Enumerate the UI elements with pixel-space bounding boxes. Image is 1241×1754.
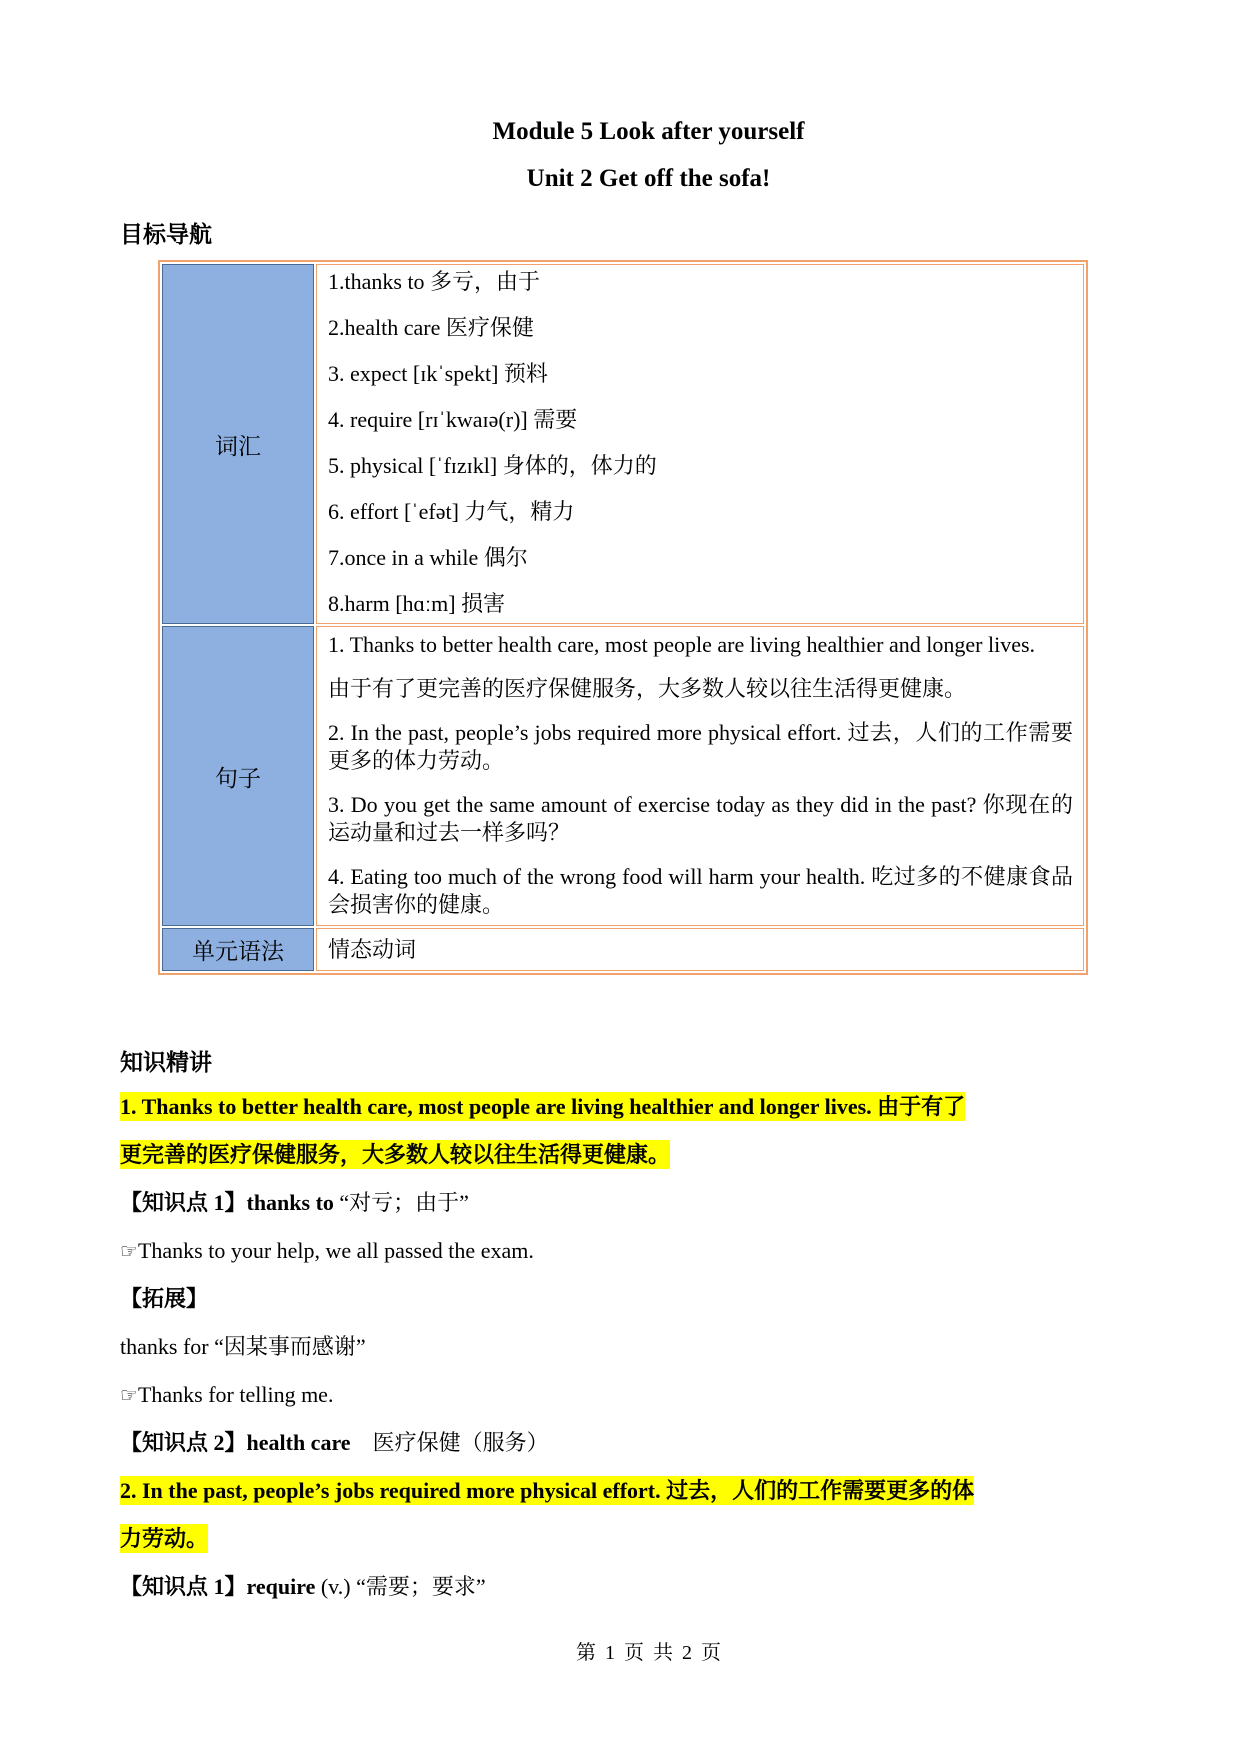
knowledge-point-meaning: “对亏；由于” <box>333 1190 469 1215</box>
sentence-item: 由于有了更完善的医疗保健服务，大多数人较以往生活得更健康。 <box>328 676 967 701</box>
vocab-list <box>316 264 1084 624</box>
knowledge-point-require <box>120 1572 486 1602</box>
vocab-item: 6. effort [ˈefət] 力气，精力 <box>328 499 575 524</box>
grammar-row <box>162 928 1084 971</box>
grammar-label: 单元语法 <box>162 928 314 971</box>
unit-title: Unit 2 Get off the sofa! <box>526 165 771 192</box>
page-footer: 第 1 页 共 2 页 <box>576 1642 721 1664</box>
thanks-for-note: thanks for “因某事而感谢” <box>120 1334 366 1359</box>
sentences-row <box>162 626 1084 926</box>
vocab-item: 2.health care 医疗保健 <box>328 315 534 340</box>
vocab-item: 4. require [rɪˈkwaɪə(r)] 需要 <box>328 407 578 432</box>
key-sentence-2-line-2: 力劳动。 <box>120 1526 209 1551</box>
vocab-label: 词汇 <box>162 264 314 624</box>
key-sentence-1-line-1: 1. Thanks to better health care, most people are living healthier and longer lives. 由于有了 <box>120 1094 966 1119</box>
sentence-item: 3. Do you get the same amount of exercise today as they did in the past? 你现在的运动量和过去一样多吗？ <box>328 792 1073 845</box>
example-text: Thanks for telling me. <box>137 1382 334 1407</box>
sentence-item: 2. In the past, people’s jobs required more physical effort. 过去，人们的工作需要更多的体力劳动。 <box>328 720 1073 773</box>
expand-heading: 【拓展】 <box>120 1286 209 1311</box>
grammar-value: 情态动词 <box>316 928 1084 971</box>
module-title: Module 5 Look after yourself <box>492 118 805 145</box>
vocab-item: 7.once in a while 偶尔 <box>328 545 528 570</box>
knowledge-point-heading: 【知识点 1】require <box>120 1574 316 1599</box>
knowledge-point-heading: 【知识点 2】health care <box>120 1430 351 1455</box>
knowledge-point-health-care <box>120 1428 549 1458</box>
vocab-item: 3. expect [ɪkˈspekt] 预料 <box>328 361 548 386</box>
sentence-item: 4. Eating too much of the wrong food will harm your health. 吃过多的不健康食品会损害你的健康。 <box>328 864 1073 917</box>
knowledge-point-meaning: (v.) “需要；要求” <box>315 1574 486 1599</box>
sentence-item: 1. Thanks to better health care, most people are living healthier and longer lives. <box>328 632 1036 657</box>
key-sentence-2-line-1: 2. In the past, people’s jobs required more physical effort. 过去，人们的工作需要更多的体 <box>120 1478 975 1503</box>
example-1 <box>120 1236 534 1266</box>
knowledge-point-heading: 【知识点 1】thanks to <box>120 1190 334 1215</box>
knowledge-point-meaning: 医疗保健（服务） <box>350 1430 549 1455</box>
section-goals-heading: 目标导航 <box>120 222 212 247</box>
section-knowledge-heading: 知识精讲 <box>120 1050 212 1075</box>
example-text: Thanks to your help, we all passed the exam. <box>137 1238 534 1263</box>
goal-table <box>158 260 1088 975</box>
sentences-label: 句子 <box>162 626 314 926</box>
key-sentence-1-line-2: 更完善的医疗保健服务，大多数人较以往生活得更健康。 <box>120 1142 671 1167</box>
vocab-item: 8.harm [hɑːm] 损害 <box>328 591 506 616</box>
knowledge-point-thanks-to <box>120 1188 469 1218</box>
example-2 <box>120 1380 333 1410</box>
pointing-hand-icon: ☞ <box>120 1383 138 1407</box>
vocab-row <box>162 264 1084 624</box>
vocab-item: 5. physical [ˈfɪzɪkl] 身体的，体力的 <box>328 453 657 478</box>
vocab-item: 1.thanks to 多亏，由于 <box>328 269 541 294</box>
pointing-hand-icon: ☞ <box>120 1239 138 1263</box>
sentence-list <box>316 626 1084 926</box>
